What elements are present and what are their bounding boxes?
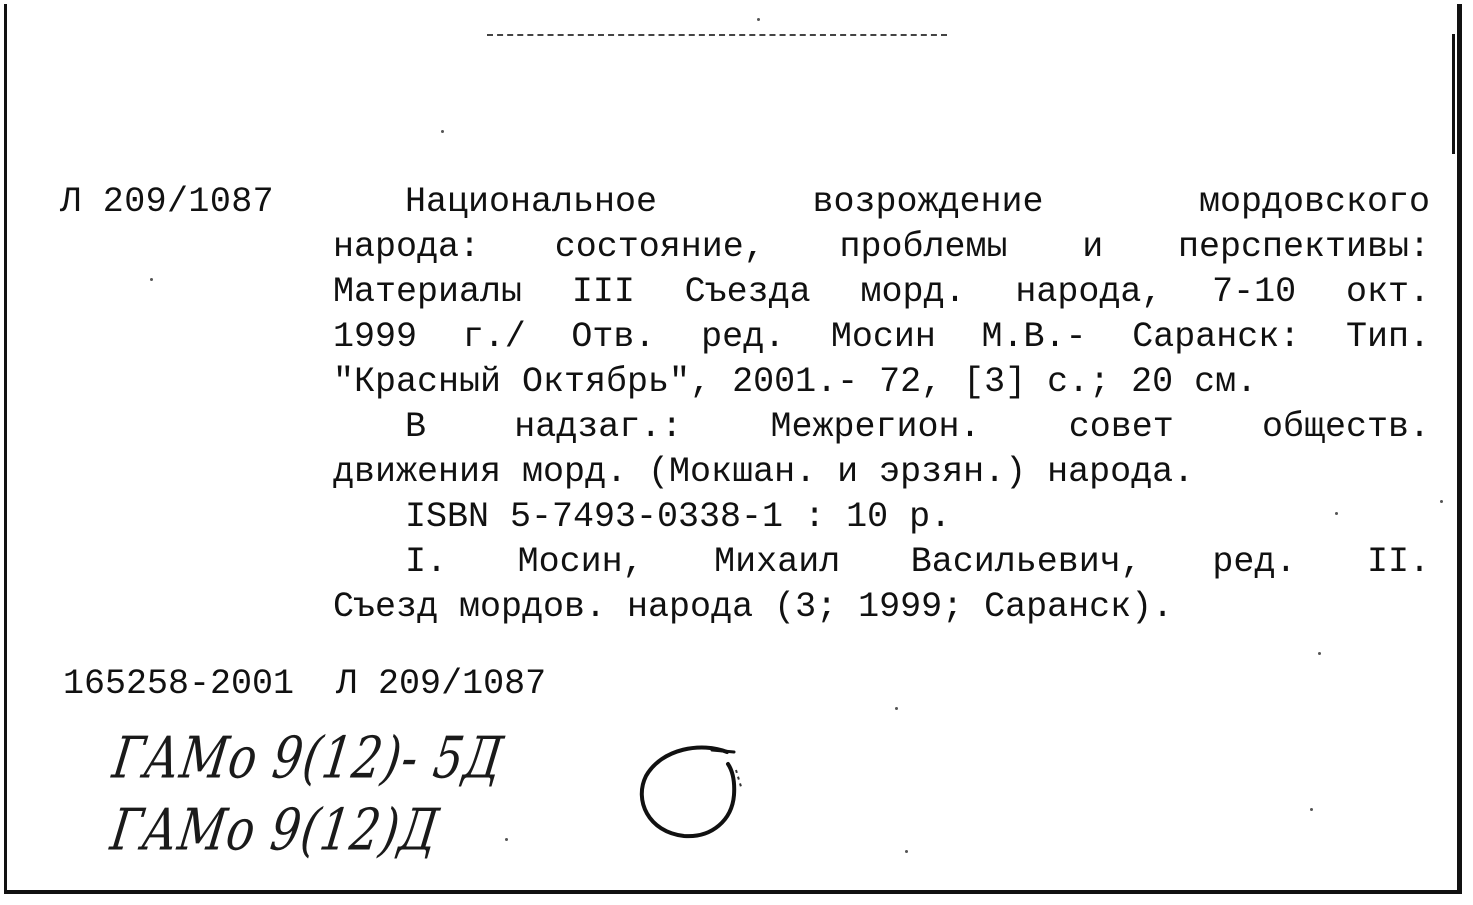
paper-speck (150, 278, 153, 281)
paper-speck (1335, 512, 1338, 515)
handwritten-shelfmark: ГАМо 9(12)- 5Д (108, 723, 508, 791)
paper-speck (1318, 652, 1321, 655)
paper-speck (1440, 500, 1443, 503)
paper-speck (757, 18, 760, 21)
entry-line: 1999 г./ Отв. ред. Мосин М.В.- Саранск: Тип. (333, 317, 1430, 357)
entry-line: Материалы III Съезда морд. народа, 7-10 окт. (333, 272, 1430, 312)
entry-line: "Красный Октябрь", 2001.- 72, [3] с.; 20 см. (333, 362, 1258, 402)
tracing-line: Съезд мордов. народа (3; 1999; Саранск). (333, 587, 1174, 627)
bibliographic-entry (333, 180, 1430, 630)
note-line: движения морд. (Мокшан. и эрзян.) народа. (333, 452, 1195, 492)
circle-mark-icon (632, 740, 762, 850)
paper-speck (505, 838, 508, 841)
handwritten-shelfmark: ГАМо 9(12)Д (106, 795, 444, 863)
record-row (63, 662, 546, 707)
record-call-number: Л 209/1087 (336, 664, 547, 704)
entry-line: Национальное возрождение мордовского (405, 182, 1430, 222)
entry-line: народа: состояние, проблемы и перспективы: (333, 227, 1430, 267)
paper-speck (905, 850, 908, 853)
call-number: Л 209/1087 (60, 182, 275, 222)
note-line: В надзаг.: Межрегион. совет обществ. (405, 407, 1430, 447)
paper-speck (441, 130, 444, 133)
isbn-line: ISBN 5-7493-0338-1 : 10 р. (405, 497, 952, 537)
right-edge-mark (1446, 34, 1455, 154)
top-dashed-line (487, 34, 947, 36)
paper-speck (895, 707, 898, 710)
tracing-line: I. Мосин, Михаил Васильевич, ред. II. (405, 542, 1430, 582)
paper-speck (1310, 808, 1313, 811)
record-number: 165258-2001 (63, 664, 295, 704)
